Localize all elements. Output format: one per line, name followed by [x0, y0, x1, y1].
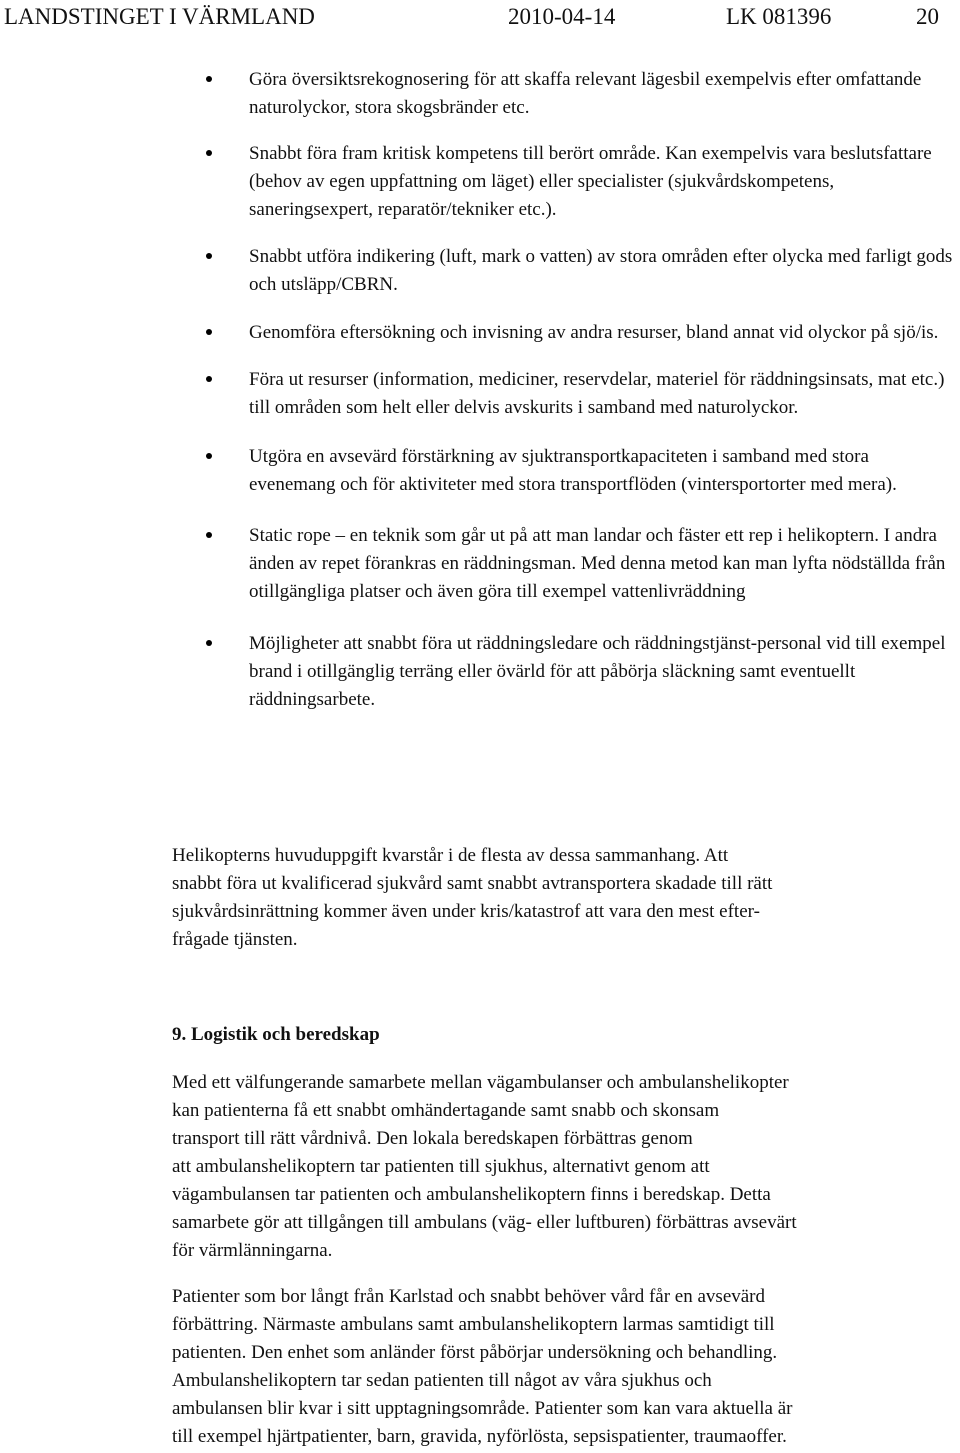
list-item-text: Göra översiktsrekognosering för att skaffa relevant lägesbil exempelvis efter omfattande naturolyckor, stora skogsbränder etc.	[249, 69, 922, 118]
header-organization: LANDSTINGET I VÄRMLAND	[4, 4, 315, 29]
bullet-icon	[206, 640, 212, 646]
header-reference: LK 081396	[726, 4, 832, 29]
bullet-icon	[206, 376, 212, 382]
paragraph-line: transport till rätt vårdnivå. Den lokala beredskapen förbättras genom	[172, 1128, 693, 1149]
list-item-text: Föra ut resurser (information, mediciner, reservdelar, materiel för räddningsinsats, mat etc.) till områden som helt eller delvis avskurits i samband med naturolyckor.	[249, 369, 945, 418]
list-item	[205, 366, 957, 422]
paragraph-line: ambulansen blir kvar i sitt upptagningsområde. Patienter som kan vara aktuella är	[172, 1398, 793, 1419]
paragraph-line: Ambulanshelikoptern tar sedan patienten till något av våra sjukhus och	[172, 1370, 712, 1391]
paragraph-line: sjukvårdsinrättning kommer även under kris/katastrof att vara den mest efter-	[172, 901, 760, 922]
bullet-icon	[206, 453, 212, 459]
list-item	[205, 140, 957, 224]
paragraph-line: Helikopterns huvuduppgift kvarstår i de flesta av dessa sammanhang. Att	[172, 845, 729, 866]
paragraph-helicopter-task	[172, 842, 958, 954]
list-item-text: Utgöra en avsevärd förstärkning av sjuktransportkapaciteten i samband med stora evenemang och för aktiviteter med stora transportflöden (vintersportorter med mera).	[249, 446, 897, 495]
paragraph-line: frågade tjänsten.	[172, 929, 298, 950]
paragraph-line: för värmlänningarna.	[172, 1240, 333, 1261]
header-date: 2010-04-14	[508, 4, 616, 29]
paragraph-line: Patienter som bor långt från Karlstad och snabbt behöver vård får en avsevärd	[172, 1286, 766, 1307]
paragraph-patients	[172, 1283, 958, 1451]
list-item-text: Genomföra eftersökning och invisning av andra resurser, bland annat vid olyckor på sjö/is.	[249, 322, 939, 343]
paragraph-line: Med ett välfungerande samarbete mellan vägambulanser och ambulanshelikopter	[172, 1072, 789, 1093]
bullet-list	[205, 66, 957, 714]
list-item	[205, 522, 957, 606]
list-item	[205, 243, 957, 299]
page-header	[0, 0, 960, 36]
list-item-text: Möjligheter att snabbt föra ut räddningsledare och räddningstjänst-personal vid till exempel brand i otillgänglig terräng eller övärld för att påbörja släckning samt eventuellt räddningsarbete.	[249, 633, 946, 710]
bullet-icon	[206, 150, 212, 156]
list-item	[205, 630, 957, 714]
paragraph-line: vägambulansen tar patienten och ambulanshelikoptern finns i beredskap. Detta	[172, 1184, 771, 1205]
paragraph-line: att ambulanshelikoptern tar patienten till sjukhus, alternativt genom att	[172, 1156, 710, 1177]
header-page-number: 20	[916, 4, 939, 29]
paragraph-line: samarbete gör att tillgången till ambulans (väg- eller luftburen) förbättras avsevärt	[172, 1212, 797, 1233]
section-heading: 9. Logistik och beredskap	[172, 1024, 380, 1045]
bullet-icon	[206, 253, 212, 259]
paragraph-line: förbättring. Närmaste ambulans samt ambulanshelikoptern larmas samtidigt till	[172, 1314, 775, 1335]
paragraph-line: patienten. Den enhet som anländer först påbörjar undersökning och behandling.	[172, 1342, 778, 1363]
list-item	[205, 443, 957, 499]
list-item-text: Snabbt föra fram kritisk kompetens till berört område. Kan exempelvis vara beslutsfattare (behov av egen uppfattning om läget) eller specialister (sjukvårdskompetens, saneringsexpert, reparatör/tekniker etc.).	[249, 143, 932, 220]
bullet-icon	[206, 329, 212, 335]
paragraph-line: kan patienterna få ett snabbt omhändertagande samt snabb och skonsam	[172, 1100, 720, 1121]
list-item	[205, 319, 957, 347]
paragraph-line: snabbt föra ut kvalificerad sjukvård samt snabbt avtransportera skadade till rätt	[172, 873, 773, 894]
bullet-icon	[206, 532, 212, 538]
paragraph-cooperation	[172, 1069, 958, 1265]
bullet-icon	[206, 76, 212, 82]
list-item	[205, 66, 957, 122]
list-item-text: Static rope – en teknik som går ut på att man landar och fäster ett rep i helikoptern. I andra änden av repet förankras en räddningsman. Med denna metod kan man lyfta nödställda från otillgängliga platser och även göra till exempel vattenlivräddning	[249, 525, 946, 602]
paragraph-line: till exempel hjärtpatienter, barn, gravida, nyförlösta, sepsispatienter, traumaoffer.	[172, 1426, 787, 1447]
list-item-text: Snabbt utföra indikering (luft, mark o vatten) av stora områden efter olycka med farligt gods och utsläpp/CBRN.	[249, 246, 953, 295]
